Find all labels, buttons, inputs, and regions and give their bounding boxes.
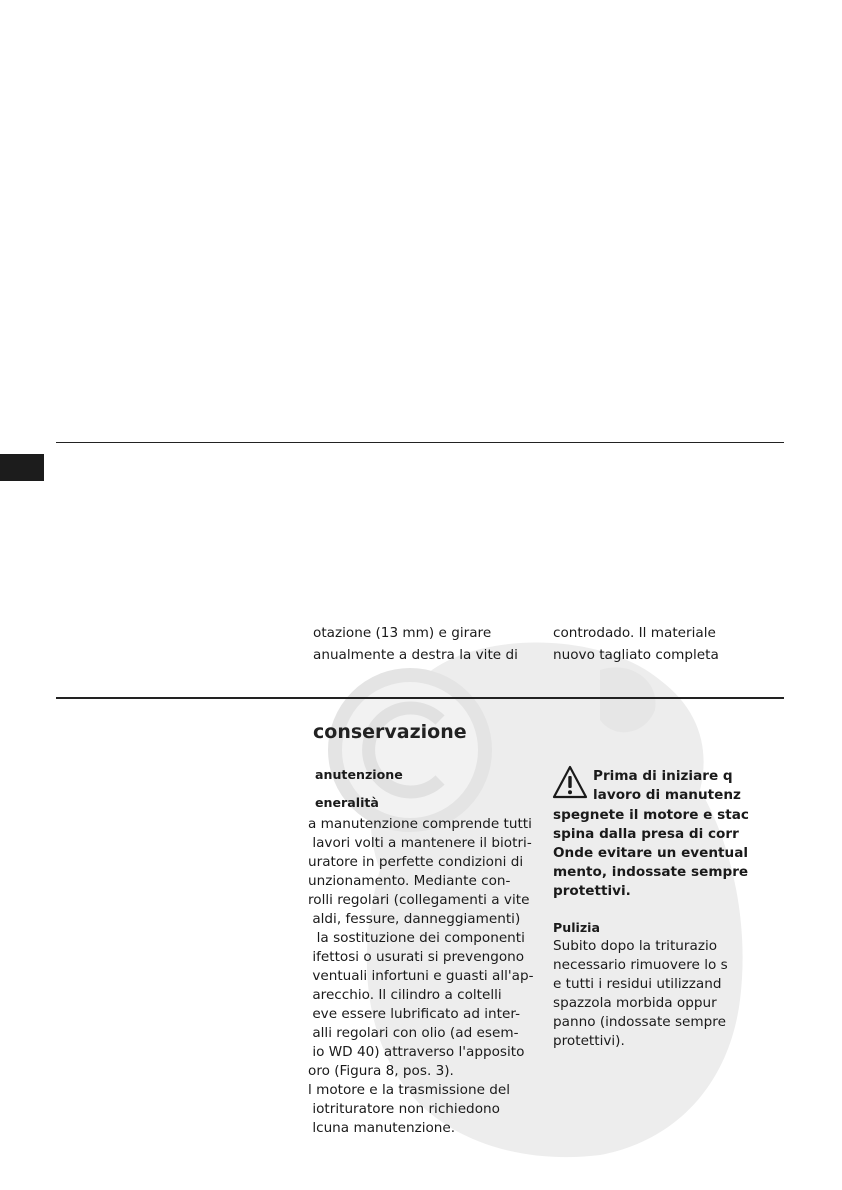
cleaning-line: Subito dopo la triturazio	[553, 938, 718, 954]
language-tab	[0, 454, 44, 481]
top-divider	[56, 442, 784, 443]
fragment-right-line-1: controdado. Il materiale	[553, 625, 716, 641]
fragment-right-line-2: nuovo tagliato completa	[553, 647, 719, 663]
fragment-left-line-2: anualmente a destra la vite di	[313, 647, 518, 663]
warning-line: Onde evitare un eventual	[553, 845, 749, 861]
fragment-left-line-1: otazione (13 mm) e girare	[313, 625, 492, 641]
cleaning-line: panno (indossate sempre	[553, 1014, 726, 1030]
cleaning-line: necessario rimuovere lo s	[553, 957, 728, 973]
warning-line: lavoro di manutenz	[593, 787, 741, 803]
body-line: io WD 40) attraverso l'apposito	[308, 1044, 525, 1060]
warning-line: protettivi.	[553, 883, 631, 899]
body-line: unzionamento. Mediante con-	[308, 873, 511, 889]
body-line: iotrituratore non richiedono	[308, 1101, 500, 1117]
body-line: aldi, fessure, danneggiamenti)	[308, 911, 521, 927]
body-line: rolli regolari (collegamenti a vite	[308, 892, 530, 908]
body-line: lavori volti a mantenere il biotri-	[308, 835, 532, 851]
warning-line: spegnete il motore e stac	[553, 807, 749, 823]
cleaning-line: spazzola morbida oppur	[553, 995, 717, 1011]
cleaning-line: e tutti i residui utilizzand	[553, 976, 722, 992]
warning-line: spina dalla presa di corr	[553, 826, 739, 842]
warning-line: Prima di iniziare q	[593, 768, 733, 784]
body-line: oro (Figura 8, pos. 3).	[308, 1063, 454, 1079]
body-line: ventuali infortuni e guasti all'ap-	[308, 968, 534, 984]
warning-line: mento, indossate sempre	[553, 864, 749, 880]
cleaning-line: protettivi).	[553, 1033, 625, 1049]
body-line: arecchio. Il cilindro a coltelli	[308, 987, 502, 1003]
body-line: uratore in perfette condizioni di	[308, 854, 524, 870]
cleaning-title: Pulizia	[553, 920, 600, 935]
section-heading: conservazione	[313, 721, 467, 743]
subsection-title: eneralità	[315, 795, 379, 810]
warning-triangle-icon	[552, 765, 588, 799]
body-line: eve essere lubrificato ad inter-	[308, 1006, 520, 1022]
body-line: alli regolari con olio (ad esem-	[308, 1025, 519, 1041]
body-line: ifettosi o usurati si prevengono	[308, 949, 525, 965]
section-divider	[56, 697, 784, 699]
subheading: anutenzione	[315, 767, 403, 782]
body-line: l motore e la trasmissione del	[308, 1082, 511, 1098]
body-line: lcuna manutenzione.	[308, 1120, 456, 1136]
body-line: la sostituzione dei componenti	[308, 930, 525, 946]
body-line: a manutenzione comprende tutti	[308, 816, 532, 832]
